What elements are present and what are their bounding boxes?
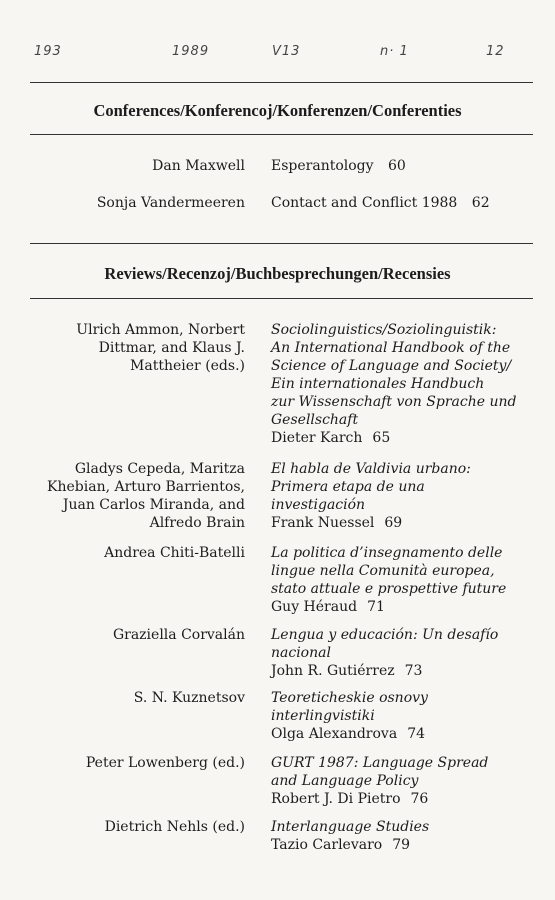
review-author: Graziella Corvalán (112, 627, 245, 643)
handwritten-note-2: 1989 (172, 44, 210, 59)
review-author: Peter Lowenberg (ed.) (85, 755, 245, 771)
review-book-title: Sociolinguistics/Soziolinguistik: An International Handbook of the Science of Language and Society/ Ein internationales Handbuch zur Wissenschaft von Sprache und Gesellschaft (271, 322, 517, 428)
reviewer-name: Tazio Carlevaro (271, 837, 383, 853)
reviewer-name: Dieter Karch (271, 430, 363, 446)
page-number: 79 (392, 837, 411, 853)
conference-author: Sonja Vandermeeren (96, 195, 245, 211)
reviewer-name: Olga Alexandrova (271, 726, 398, 742)
reviews-heading: Reviews/Recenzoj/Buchbesprechungen/Recensies (104, 264, 451, 283)
page-number: 62 (471, 195, 490, 211)
page-number: 74 (407, 726, 426, 742)
page-number: 65 (372, 430, 391, 446)
divider-rule (30, 134, 533, 135)
conference-title: Esperantology (271, 158, 374, 174)
page-number: 73 (404, 663, 423, 679)
review-author: S. N. Kuznetsov (133, 690, 245, 706)
handwritten-note-3: V13 (272, 44, 301, 59)
reviewer-name: Frank Nuessel (271, 515, 375, 531)
reviewer-name: John R. Gutiérrez (271, 663, 395, 679)
handwritten-note-5: 12 (486, 44, 505, 59)
handwritten-note-1: 193 (34, 44, 62, 59)
review-book-title: Lengua y educación: Un desafío nacional (271, 627, 499, 661)
review-book-title: La politica d’insegnamento delle lingue nella Comunità europea, stato attuale e prospettive future (271, 545, 507, 597)
page-number: 71 (367, 599, 385, 615)
review-author: Dietrich Nehls (ed.) (104, 819, 245, 835)
review-book-title: GURT 1987: Language Spread and Language Policy (271, 755, 489, 789)
review-author: Ulrich Ammon, Norbert Dittmar, and Klaus J. Mattheier (eds.) (76, 322, 245, 374)
handwritten-note-4: n· 1 (380, 44, 409, 59)
reviewer-name: Robert J. Di Pietro (271, 791, 401, 807)
review-book-title: El habla de Valdivia urbano: Primera etapa de una investigación (271, 461, 471, 513)
review-book-title: Teoreticheskie osnovy interlingvistiki (271, 690, 428, 724)
reviewer-name: Guy Héraud (271, 599, 358, 615)
conferences-heading: Conferences/Konferencoj/Konferenzen/Conferenties (93, 101, 462, 120)
divider-rule (30, 243, 533, 244)
page-number: 76 (410, 791, 429, 807)
review-book-title: Interlanguage Studies (271, 819, 430, 835)
conference-author: Dan Maxwell (152, 158, 245, 174)
review-author: Gladys Cepeda, Maritza Khebian, Arturo Barrientos, Juan Carlos Miranda, and Alfredo Brain (47, 461, 245, 531)
conference-title: Contact and Conflict 1988 (271, 195, 458, 211)
divider-rule (30, 82, 533, 83)
page-number: 60 (388, 158, 406, 174)
review-author: Andrea Chiti-Batelli (104, 545, 245, 561)
page-number: 69 (384, 515, 403, 531)
divider-rule (30, 298, 533, 299)
